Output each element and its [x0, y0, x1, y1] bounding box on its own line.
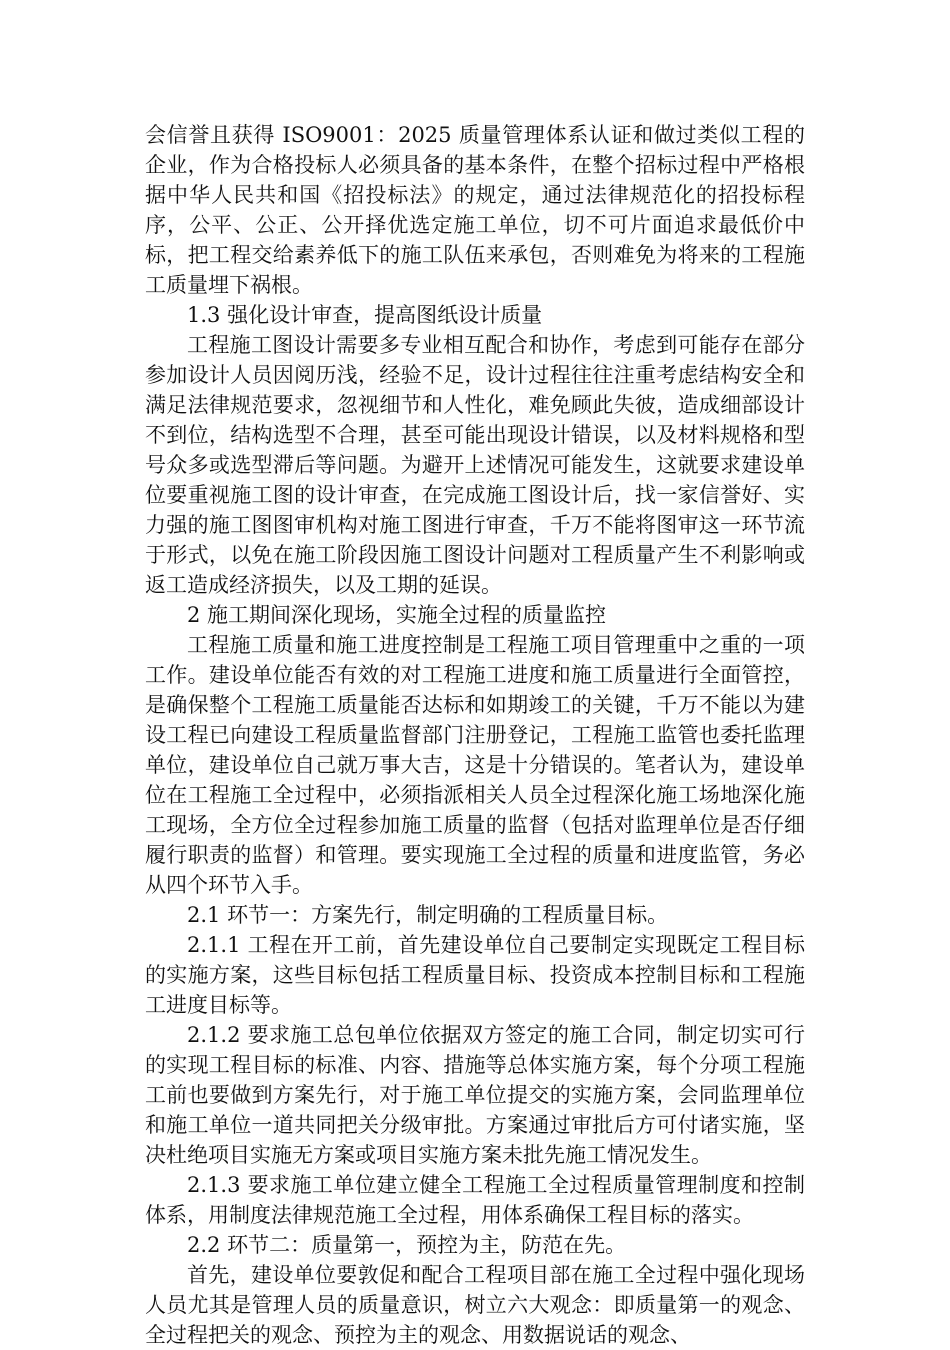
- section-heading-2-1: 2.1 环节一：方案先行，制定明确的工程质量目标。: [187, 903, 669, 927]
- paragraph-quality-awareness: 首先，建设单位要敦促和配合工程项目部在施工全过程中强化现场人员尤其是管理人员的质量意识，树立六大观念：即质量第一的观念、全过程把关的观念、预控为主的观念、用数据说话的观念、: [145, 1263, 805, 1347]
- section-heading-2-2: 2.2 环节二：质量第一，预控为主，防范在先。: [187, 1233, 627, 1257]
- section-heading-1-3: 1.3 强化设计审查，提高图纸设计质量: [187, 303, 543, 327]
- section-heading-2: 2 施工期间深化现场，实施全过程的质量监控: [187, 603, 607, 627]
- paragraph-design-review: 工程施工图设计需要多专业相互配合和协作，考虑到可能存在部分参加设计人员因阅历浅，经验不足，设计过程往往注重考虑结构安全和满足法律规范要求，忽视细节和人性化，难免顾此失彼，造成细部设计不到位，结构选型不合理，甚至可能出现设计错误，以及材料规格和型号众多或选型滞后等问题。为避开上述情况可能发生，这就要求建设单位要重视施工图的设计审查，在完成施工图设计后，找一家信誉好、实力强的施工图图审机构对施工图进行审查，千万不能将图审这一环节流于形式，以免在施工阶段因施工图设计问题对工程质量产生不利影响或返工造成经济损失，以及工期的延误。: [145, 333, 805, 597]
- paragraph-2-1-2: 2.1.2 要求施工总包单位依据双方签定的施工合同，制定切实可行的实现工程目标的标准、内容、措施等总体实施方案，每个分项工程施工前也要做到方案先行，对于施工单位提交的实施方案，会同监理单位和施工单位一道共同把关分级审批。方案通过审批后方可付诸实施，坚决杜绝项目实施无方案或项目实施方案未批先施工情况发生。: [145, 1023, 805, 1167]
- paragraph-2-1-1: 2.1.1 工程在开工前，首先建设单位自己要制定实现既定工程目标的实施方案，这些目标包括工程质量目标、投资成本控制目标和工程施工进度目标等。: [145, 933, 805, 1017]
- document-body: [145, 120, 805, 1350]
- paragraph-2-1-3: 2.1.3 要求施工单位建立健全工程施工全过程质量管理制度和控制体系，用制度法律规范施工全过程，用体系确保工程目标的落实。: [145, 1173, 805, 1227]
- paragraph-construction-control: 工程施工质量和施工进度控制是工程施工项目管理重中之重的一项工作。建设单位能否有效的对工程施工进度和施工质量进行全面管控，是确保整个工程施工质量能否达标和如期竣工的关键，千万不能以为建设工程已向建设工程质量监督部门注册登记，工程施工监管也委托监理单位，建设单位自己就万事大吉，这是十分错误的。笔者认为，建设单位在工程施工全过程中，必须指派相关人员全过程深化施工场地深化施工现场，全方位全过程参加施工质量的监督（包括对监理单位是否仔细履行职责的监督）和管理。要实现施工全过程的质量和进度监管，务必从四个环节入手。: [145, 633, 805, 897]
- paragraph-intro-continued: 会信誉且获得 ISO9001：2025 质量管理体系认证和做过类似工程的企业，作为合格投标人必须具备的基本条件，在整个招标过程中严格根据中华人民共和国《招投标法》的规定，通过法律规范化的招投标程序，公平、公正、公开择优选定施工单位，切不可片面追求最低价中标，把工程交给素养低下的施工队伍来承包，否则难免为将来的工程施工质量埋下祸根。: [145, 123, 805, 297]
